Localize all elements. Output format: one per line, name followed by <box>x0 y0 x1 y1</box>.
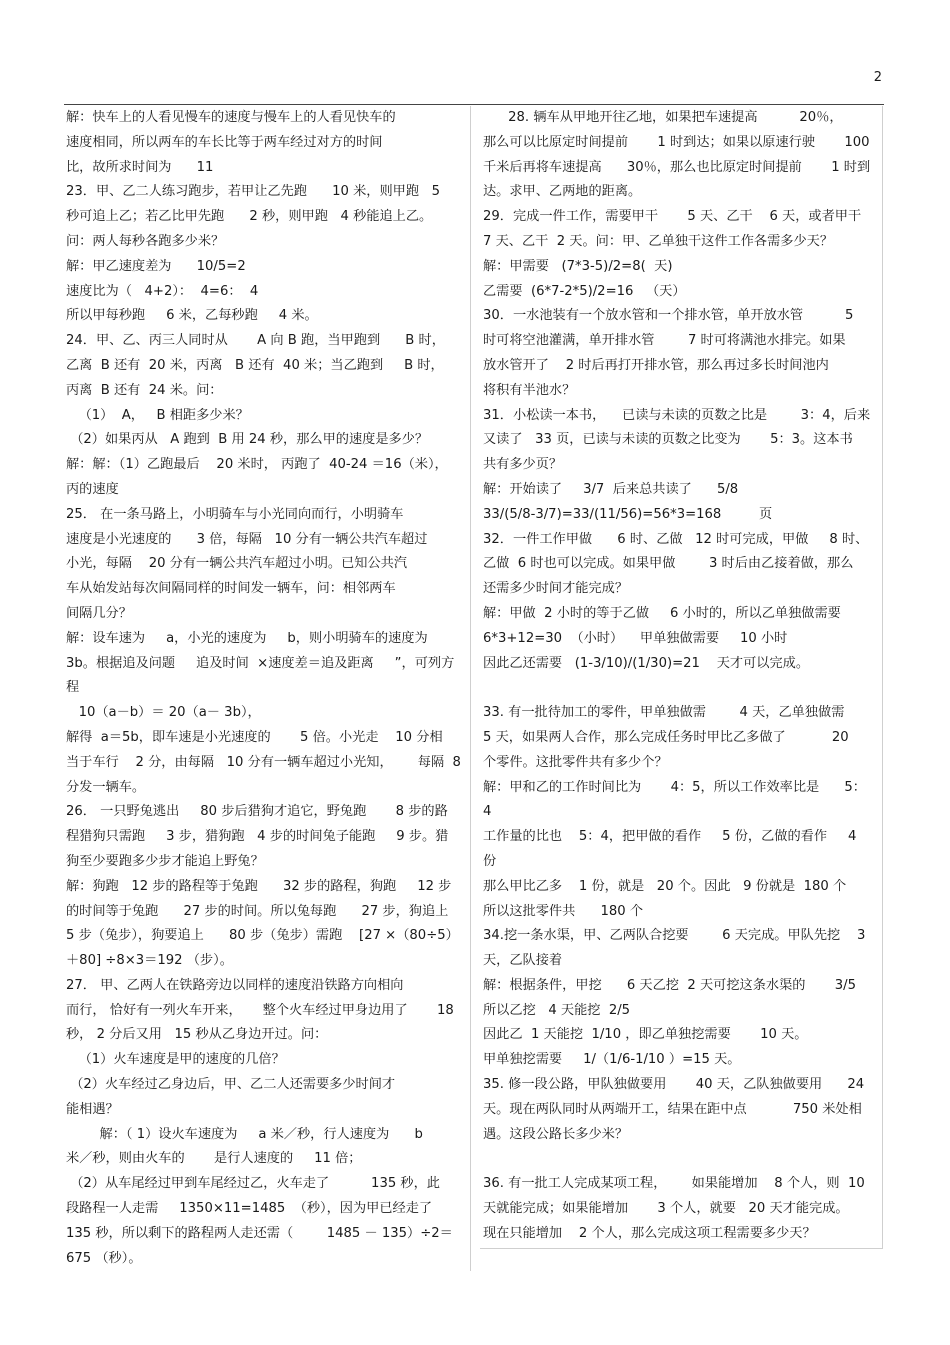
text-line: （2）如果丙从 A 跑到 B 用 24 秒，那么甲的速度是多少？ <box>66 432 429 448</box>
text-line: 天。现在两队同时从两端开工，结果在距中点 750 米处相 <box>483 1101 862 1117</box>
text-line: 解：甲做 2 小时的等于乙做 6 小时的，所以乙单独做需要 <box>483 605 841 621</box>
text-line <box>483 1147 881 1172</box>
text-line: 还需多少时间才能完成？ <box>483 581 629 597</box>
text-line: 解：解：（1）乙跑最后 20 米时， 丙跑了 40-24 ＝16（米）， <box>66 457 448 473</box>
text-line: 因此乙还需要 (1-3/10)/(1/30)=21 天才可以完成。 <box>483 655 810 671</box>
text-line: 135 秒，所以剩下的路程两人走还需（ 1485 － 135）÷2＝ <box>66 1225 453 1241</box>
text-line: 31．小松读一本书， 已读与未读的页数之比是 3：4，后来 <box>483 407 871 423</box>
text-line: 时可将空池灌满，单开排水管 7 时可将满池水排完。如果 <box>483 333 846 349</box>
text-line: 程 <box>66 680 80 696</box>
text-line: 28. 辆车从甲地开往乙地，如果把车速提高 20％， <box>483 110 843 125</box>
text-line: 工作量的比也 5：4，把甲做的看作 5 份，乙做的看作 4 <box>483 829 857 845</box>
text-line: 30．一水池装有一个放水管和一个排水管，单开放水管 5 <box>483 308 854 324</box>
text-line: 遇。这段公路长多少米？ <box>483 1126 629 1142</box>
text-line: 34.挖一条水渠，甲、乙两队合挖要 6 天完成。甲队先挖 3 <box>483 928 866 944</box>
text-line: 速度是小光速度的 3 倍，每隔 10 分有一辆公共汽车超过 <box>66 531 428 547</box>
text-line: 能相遇？ <box>66 1101 119 1117</box>
text-line: 4 <box>483 804 492 820</box>
text-line: 24．甲、乙、丙三人同时从 A 向 B 跑，当甲跑到 B 时， <box>66 333 445 349</box>
text-line: 当于车行 2 分，由每隔 10 分有一辆车超过小光知， 每隔 8 <box>66 754 461 770</box>
text-line: 天就能完成；如果能增加 3 个人，就要 20 天才能完成。 <box>483 1201 849 1217</box>
text-line: 将积有半池水？ <box>483 382 576 398</box>
text-line: 那么可以比原定时间提前 1 时到达；如果以原速行驶 100 <box>483 134 870 150</box>
text-line: 乙做 6 时也可以完成。如果甲做 3 时后由乙接着做，那么 <box>483 556 854 572</box>
text-line: 而行， 恰好有一列火车开来， 整个火车经过甲身边用了 18 <box>66 1002 454 1018</box>
text-line: 达。求甲、乙两地的距离。 <box>483 184 642 200</box>
text-line: 车从始发站每次间隔同样的时间发一辆车，问：相邻两车 <box>66 581 396 597</box>
text-line: 共有多少页？ <box>483 457 563 473</box>
text-line: 秒， 2 分后又用 15 秒从乙身边开过。问： <box>66 1027 328 1043</box>
text-line: （1） A， B 相距多少米？ <box>66 407 249 423</box>
text-line <box>483 676 881 701</box>
text-line: 个零件。这批零件共有多少个？ <box>483 754 668 770</box>
text-line: 乙离 B 还有 20 米，丙离 B 还有 40 米；当乙跑到 B 时， <box>66 357 444 373</box>
text-line: 解：设车速为 a，小光的速度为 b，则小明骑车的速度为 <box>66 630 428 646</box>
text-line: 米／秒，则由火车的 是行人速度的 11 倍； <box>66 1151 362 1167</box>
left-column <box>66 106 466 1271</box>
text-line: 35. 修一段公路，甲队独做要用 40 天，乙队独做要用 24 <box>483 1077 865 1093</box>
column-divider <box>470 106 471 1271</box>
text-line: 7 天、乙干 2 天。问：甲、乙单独干这件工作各需多少天？ <box>483 233 834 249</box>
text-line: 23．甲、乙二人练习跑步，若甲让乙先跑 10 米，则甲跑 5 <box>66 184 440 200</box>
text-line: 33/(5/8-3/7)=33/(11/56)=56*3=168 页 <box>483 506 773 522</box>
text-line: 分发一辆车。 <box>66 779 146 795</box>
text-line: 29．完成一件工作，需要甲干 5 天、乙干 6 天，或者甲干 <box>483 209 862 225</box>
text-line: 解：快车上的人看见慢车的速度与慢车上的人看见快车的 <box>66 110 396 125</box>
text-line: 32．一件工作甲做 6 时、乙做 12 时可完成，甲做 8 时、 <box>483 531 869 547</box>
text-line: （1）火车速度是甲的速度的几倍？ <box>66 1052 285 1068</box>
page-number: 2 <box>873 70 882 85</box>
text-line: 秒可追上乙；若乙比甲先跑 2 秒，则甲跑 4 秒能追上乙。 <box>66 209 433 225</box>
text-line: 36. 有一批工人完成某项工程， 如果能增加 8 个人，则 10 <box>483 1176 865 1192</box>
text-line: 解：狗跑 12 步的路程等于兔跑 32 步的路程，狗跑 12 步 <box>66 878 452 894</box>
text-line: 解：甲和乙的工作时间比为 4：5，所以工作效率比是 5： <box>483 779 866 795</box>
text-line: 千米后再将车速提高 30％，那么也比原定时间提前 1 时到 <box>483 159 871 175</box>
text-line: 乙需要 (6*7-2*5)/2=16 （天） <box>483 283 686 299</box>
text-line: 放水管开了 2 时后再打开排水管，那么再过多长时间池内 <box>483 357 829 373</box>
text-line: ＋80] ÷8×3＝192 （步）。 <box>66 953 233 969</box>
text-line: 解：甲乙速度差为 10/5=2 <box>66 258 246 274</box>
text-line: 段路程一人走需 1350×11=1485 （秒），因为甲已经走了 <box>66 1201 433 1217</box>
text-line: 的时间等于兔跑 27 步的时间。所以兔每跑 27 步，狗追上 <box>66 903 449 919</box>
text-line: 所以这批零件共 180 个 <box>483 903 644 919</box>
text-line: 解得 a＝5b，即车速是小光速度的 5 倍。小光走 10 分相 <box>66 729 443 745</box>
text-line: 份 <box>483 853 497 869</box>
text-line: 6*3+12=30 （小时） 甲单独做需要 10 小时 <box>483 630 788 646</box>
text-line: 速度比为（ 4+2）： 4=6： 4 <box>66 283 259 299</box>
text-line: 天，乙队接着 <box>483 953 563 969</box>
text-line: 间隔几分？ <box>66 605 132 621</box>
text-line: 所以甲每秒跑 6 米，乙每秒跑 4 米。 <box>66 308 318 324</box>
text-line: 3b。根据追及问题 追及时间 ×速度差＝追及距离 ”，可列方 <box>66 655 455 671</box>
text-line: 问：两人每秒各跑多少米？ <box>66 233 225 249</box>
text-line: 5 步（兔步），狗要追上 80 步（兔步）需跑 [27 ×（80÷5） <box>66 928 459 944</box>
text-line: 27． 甲、乙两人在铁路旁边以同样的速度沿铁路方向相向 <box>66 977 404 993</box>
text-line: 33. 有一批待加工的零件，甲单独做需 4 天，乙单独做需 <box>483 705 845 721</box>
text-line: 速度相同，所以两车的车长比等于两车经过对方的时间 <box>66 134 383 150</box>
text-line: 甲单独挖需要 1/（1/6-1/10 ）=15 天。 <box>483 1052 741 1068</box>
text-line: （2）火车经过乙身边后，甲、乙二人还需要多少时间才 <box>66 1077 396 1093</box>
header-rule <box>64 104 884 105</box>
text-line: 25． 在一条马路上，小明骑车与小光同向而行，小明骑车 <box>66 506 404 522</box>
text-line: 现在只能增加 2 个人，那么完成这项工程需要多少天？ <box>483 1225 816 1241</box>
text-line: 解：根据条件，甲挖 6 天乙挖 2 天可挖这条水渠的 3/5 <box>483 977 857 993</box>
text-line: 解：开始读了 3/7 后来总共读了 5/8 <box>483 481 739 497</box>
text-line: 解：（ 1）设火车速度为 a 米／秒，行人速度为 b <box>66 1126 423 1142</box>
text-line: 比，故所求时间为 11 <box>66 159 214 175</box>
right-column <box>483 106 881 1247</box>
text-line: 675 （秒）。 <box>66 1250 142 1266</box>
text-line: 所以乙挖 4 天能挖 2/5 <box>483 1002 631 1018</box>
text-line: 26． 一只野兔逃出 80 步后猎狗才追它，野兔跑 8 步的路 <box>66 804 448 820</box>
text-line: 又读了 33 页，已读与未读的页数之比变为 5：3。这本书 <box>483 432 853 448</box>
text-line: 5 天，如果两人合作，那么完成任务时甲比乙多做了 20 <box>483 729 849 745</box>
text-line: 10（a－b）＝ 20（a－ 3b）， <box>66 705 261 721</box>
text-line: （2）从车尾经过甲到车尾经过乙，火车走了 135 秒，此 <box>66 1176 440 1192</box>
text-line: 狗至少要跑多少步才能追上野兔？ <box>66 853 264 869</box>
text-line: 那么甲比乙多 1 份，就是 20 个。因此 9 份就是 180 个 <box>483 878 847 894</box>
text-line: 小光，每隔 20 分有一辆公共汽车超过小明。已知公共汽 <box>66 556 408 572</box>
text-line: 程猎狗只需跑 3 步，猎狗跑 4 步的时间兔子能跑 9 步。猎 <box>66 829 449 845</box>
text-line: 丙离 B 还有 24 米。问： <box>66 382 223 398</box>
text-line: 因此乙 1 天能挖 1/10 ，即乙单独挖需要 10 天。 <box>483 1027 808 1043</box>
text-line: 丙的速度 <box>66 481 119 497</box>
text-line: 解：甲需要 (7*3-5)/2=8( 天) <box>483 258 673 274</box>
